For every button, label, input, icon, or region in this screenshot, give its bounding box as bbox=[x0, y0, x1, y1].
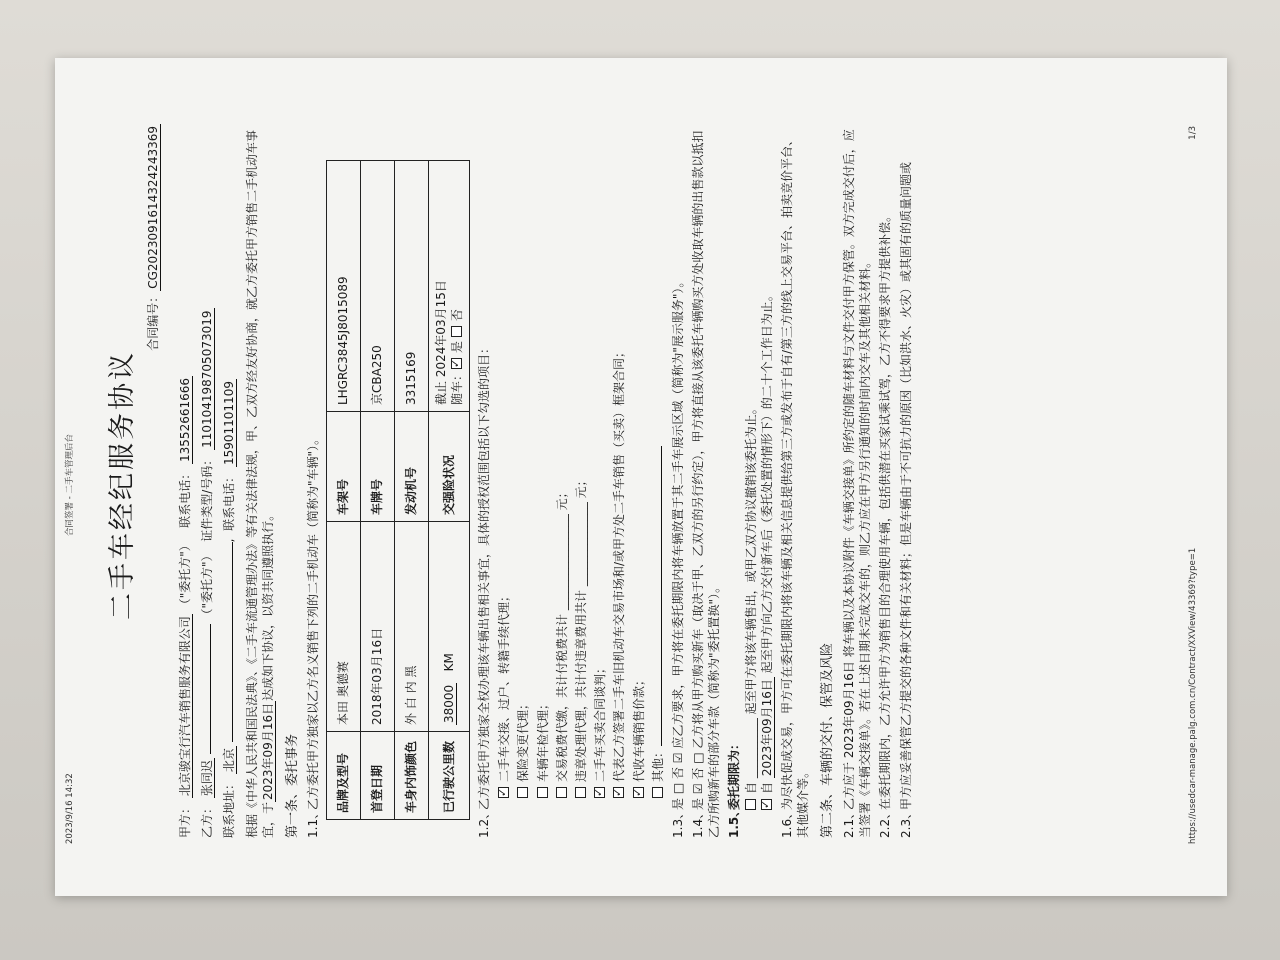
insurance-yes-checkbox[interactable] bbox=[451, 358, 462, 369]
term-option-a-checkbox[interactable] bbox=[745, 799, 756, 810]
option-checkbox[interactable] bbox=[517, 787, 528, 798]
section-2-title: 第二条、车辆的交付、保管及风险 bbox=[820, 642, 836, 838]
vehicle-color: 外 白 内 黑 bbox=[394, 522, 428, 732]
clause-2-3: 2.3、甲方应妥善保管乙方提交的各种文件和有关材料；但是车辆由于不可抗力的原因（比如洪水、火灾）或其固有的质量问题或 bbox=[898, 161, 913, 838]
address-phone: 15901101109 bbox=[222, 381, 237, 466]
party-b-name: 张同迟 bbox=[200, 760, 215, 797]
clause-1-3: 1.3、是 □ 否 ☑ 应乙方要求，甲方将在委托期限内将车辆放置于其二手车展示区域（简称为"展示服务"）。 bbox=[670, 275, 685, 838]
section-1-title: 第一条、委托事务 bbox=[284, 733, 300, 838]
paper-sheet bbox=[55, 58, 1227, 896]
clause-1-2: 1.2、乙方委托甲方独家全权办理该车辆出售相关事宜，具体的授权范围包括以下勾选的项目： bbox=[477, 341, 492, 838]
clause-2-2: 2.2、在委托期限内，乙方允许甲方为销售目的合理使用车辆，包括供潜在买家试乘试驾，乙方不得要求甲方提供补偿。 bbox=[878, 209, 893, 838]
option-checkbox[interactable] bbox=[652, 787, 663, 798]
vehicle-plate: 京CBA250 bbox=[360, 161, 394, 412]
clause-1-5: 1.5、委托期限为： 自 __________ 起至甲方将该车辆售出，或甲乙双方协议撤销该委托为止。 ✓ 自 2023年09月16日 起至甲方向乙方交付新车后（委托处置的情形下）的二十个工作日为止。 bbox=[726, 124, 775, 838]
clause-1-1: 1.1、乙方委托甲方独家以乙方名义销售下列的二手机动车（简称为"车辆"）。 bbox=[306, 432, 321, 838]
party-b-row: 乙方： 张同迟 （"委托方"） 证件类型/号码： 110104198705073019 bbox=[200, 310, 215, 838]
vehicle-km: 38000 KM bbox=[428, 522, 469, 732]
vehicle-insurance: 截止 2024年03月15日 随车：✓是 否 bbox=[428, 161, 469, 412]
vehicle-table: 品牌及型号 本田 奥德赛 车架号 LHGRC3845J8015089 首登日期 2018年03月16日 车牌号 京CBA250 车身内饰颜色 外 白 内 黑 发动机号 3315169 已行驶公里数 38000 KM 交强险状况 截止 2024年03月15日 随车：✓是 否 bbox=[326, 160, 470, 820]
address-row: 联系地址： 北京 , 联系电话： 15901101109 bbox=[222, 381, 237, 838]
preamble: 根据《中华人民共和国民法典》、《二手车流通管理办法》等有关法律法规，甲、乙双方经友好协商，就乙方委托甲方销售二手机动车事宜，于2023年09月16日达成如下协议，以资共同遵照执行。 bbox=[244, 129, 275, 838]
page-header bbox=[65, 126, 81, 844]
document-title: 二手车经纪服务协议 bbox=[107, 350, 138, 620]
term-option-b-checkbox[interactable] bbox=[761, 799, 772, 810]
contract-number: 合同编号：CG202309161432424336​9 bbox=[146, 126, 160, 351]
option-item: 违章处理代理，共计付违章费用共计 ______________ 元； bbox=[573, 124, 589, 798]
party-b-id: 110104198705073019 bbox=[200, 310, 215, 448]
option-item: ✓ 二手车交接、过户、转籍手续代理； bbox=[496, 124, 512, 798]
document-body bbox=[171, 124, 918, 838]
party-a-phone: 13552661666 bbox=[178, 377, 192, 462]
insurance-no-checkbox[interactable] bbox=[451, 326, 462, 337]
option-item: ✓ 二手车买卖合同谈判； bbox=[592, 124, 608, 798]
vehicle-reg-date: 2018年03月16日 bbox=[360, 522, 394, 732]
authorization-options bbox=[496, 124, 666, 838]
option-checkbox[interactable] bbox=[633, 787, 644, 798]
party-a-name: 北京骏宝行汽车销售服务有限公司 bbox=[178, 616, 192, 797]
address-value: 北京 bbox=[222, 748, 237, 773]
option-checkbox[interactable] bbox=[613, 787, 624, 798]
header-title: 合同签署 - 二手车管理后台 bbox=[65, 434, 75, 536]
option-item: ✓ 代收车辆销售价款； bbox=[631, 124, 647, 798]
vehicle-engine: 3315169 bbox=[394, 161, 428, 412]
contract-document bbox=[53, 76, 1213, 894]
option-item: ✓ 代表乙方签署二手车旧机动车交易市场和/或甲方处二手车销售（买卖）框架合同； bbox=[611, 124, 627, 798]
option-item: 保险变更代理； bbox=[515, 124, 531, 798]
option-checkbox[interactable] bbox=[556, 787, 567, 798]
option-item: 其他： bbox=[650, 124, 666, 798]
option-item: 车辆年检代理； bbox=[535, 124, 551, 798]
option-checkbox[interactable] bbox=[498, 787, 509, 798]
vehicle-vin: LHGRC3845J8015089 bbox=[326, 161, 360, 412]
page-number: 1/3 bbox=[1187, 126, 1198, 140]
party-a-row: 甲方： 北京骏宝行汽车销售服务有限公司 （"委托方"） 联系电话： 13552661666 bbox=[178, 377, 192, 838]
footer-url[interactable]: https://usedcar-manage.palg.com.cn/Contract/XXView/43369?type=1 bbox=[1187, 547, 1198, 844]
option-checkbox[interactable] bbox=[575, 787, 586, 798]
header-date: 2023/9/16 14:32 bbox=[65, 773, 75, 844]
option-checkbox[interactable] bbox=[594, 787, 605, 798]
clause-1-6: 1.6、为尽快促成交易，甲方可在委托期限内将该车辆及相关信息提供给第三方或发布于自有/第三方的线上交易平台、拍卖竞价平台、其他媒介等。 bbox=[780, 133, 811, 838]
vehicle-brand: 本田 奥德赛 bbox=[326, 522, 360, 732]
clause-2-1: 2.1、乙方应于 2023年09月16日 将车辆以及本协议附件《车辆交接单》所约定的随车材料与文件交付甲方保管。双方完成交付后，应当签署《车辆交接单》。若在上述日期未完成交车的，则乙方应在甲方另行通知的时间内交车及其他相关材料。 bbox=[841, 129, 873, 838]
clause-1-4: 1.4、是 ☑ 否 □ 乙方将从甲方购买新车（取决于甲、乙双方的另行约定），甲方将直接从该委托车辆购买方处收取车辆的出售款以抵扣乙方所购新车的部分车款（简称为"委托置换"）。 bbox=[691, 130, 722, 838]
option-checkbox[interactable] bbox=[537, 787, 548, 798]
option-item: 交易税费代缴，共计付税费共计 ________________ 元； bbox=[554, 124, 570, 798]
page-footer bbox=[1188, 126, 1199, 844]
